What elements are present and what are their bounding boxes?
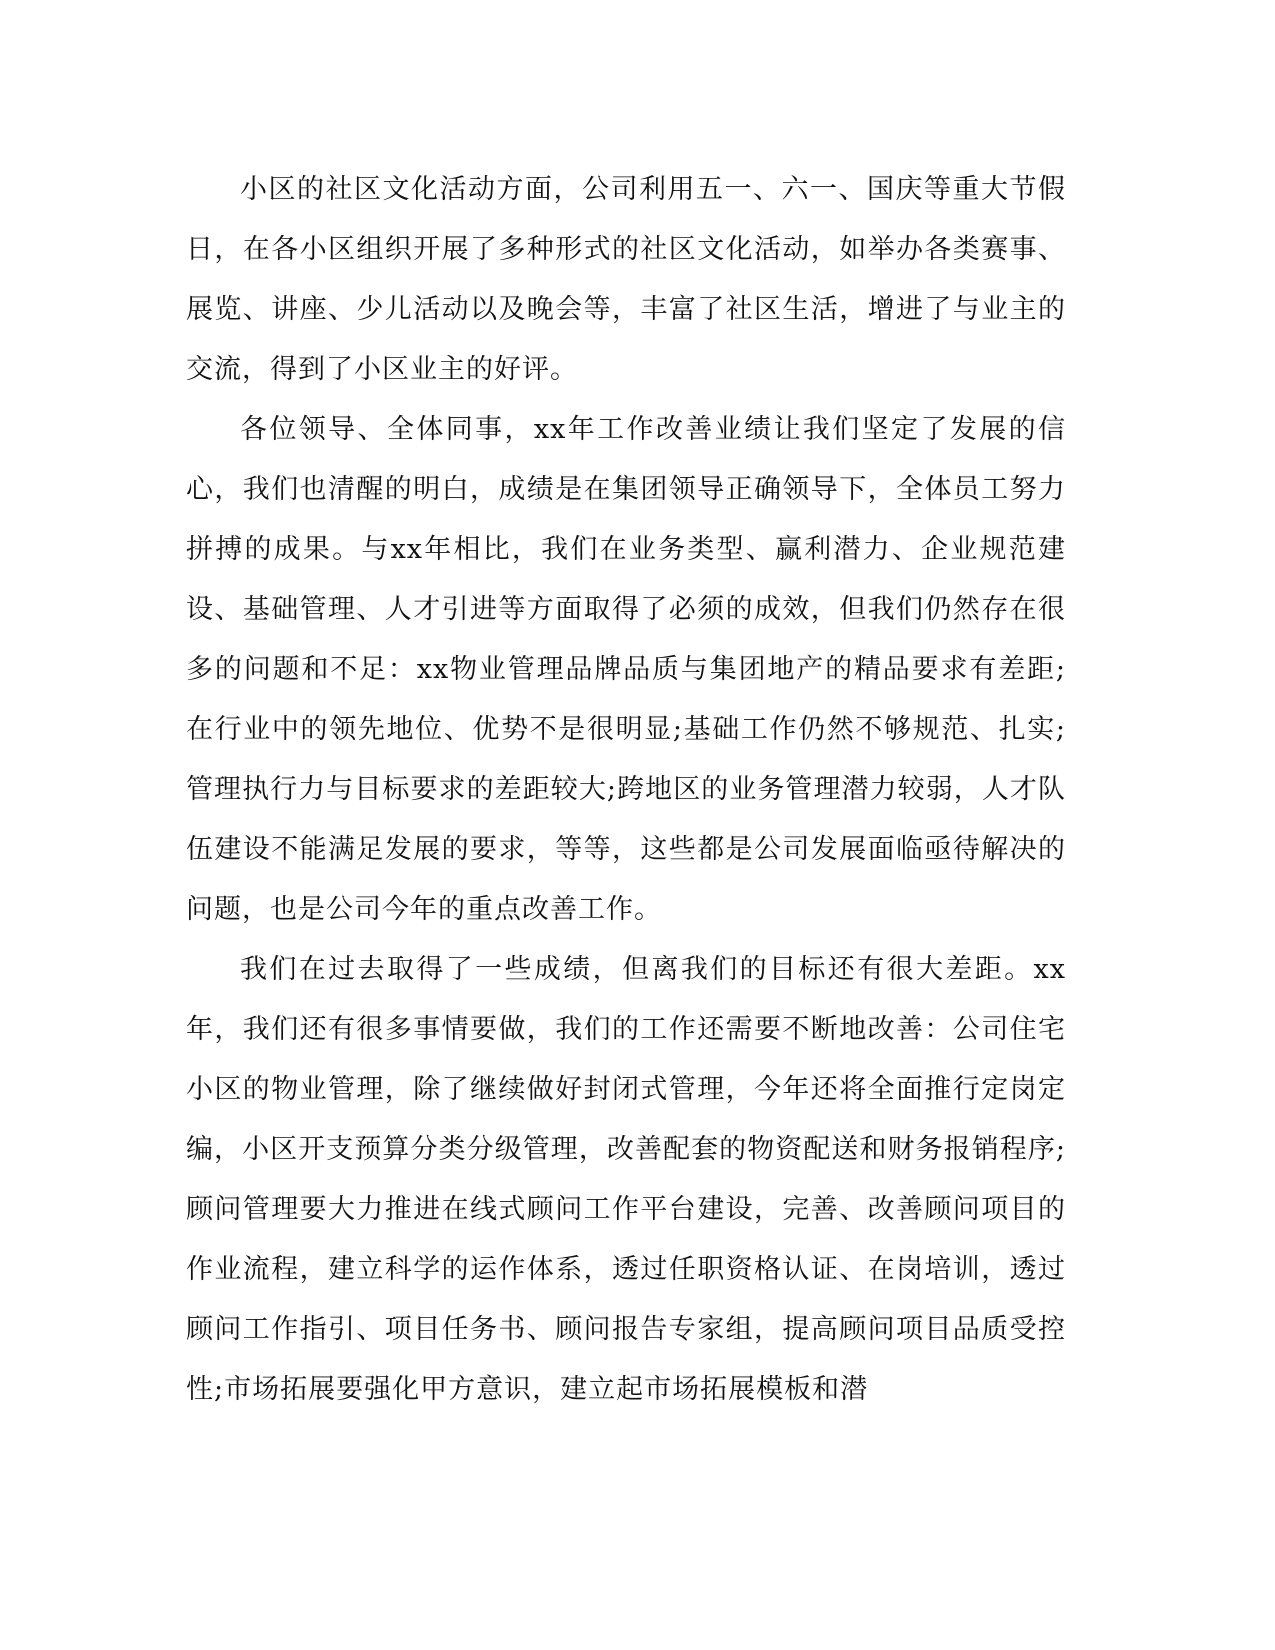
document-body xyxy=(186,160,1066,1420)
paragraph-community-activities: 小区的社区文化活动方面，公司利用五一、六一、国庆等重大节假日，在各小区组织开展了多种形式的社区文化活动，如举办各类赛事、展览、讲座、少儿活动以及晚会等，丰富了社区生活，增进了与业主的交流，得到了小区业主的好评。 xyxy=(186,174,1066,385)
paragraph-achievements-and-problems: 各位领导、全体同事，xx年工作改善业绩让我们坚定了发展的信心，我们也清醒的明白，成绩是在集团领导正确领导下，全体员工努力拼搏的成果。与xx年相比，我们在业务类型、赢利潜力、企业规范建设、基础管理、人才引进等方面取得了必须的成效，但我们仍然存在很多的问题和不足：xx物业管理品牌品质与集团地产的精品要求有差距;在行业中的领先地位、优势不是很明显;基础工作仍然不够规范、扎实;管理执行力与目标要求的差距较大;跨地区的业务管理潜力较弱，人才队伍建设不能满足发展的要求，等等，这些都是公司发展面临亟待解决的问题，也是公司今年的重点改善工作。 xyxy=(186,414,1066,925)
paragraph-future-work: 我们在过去取得了一些成绩，但离我们的目标还有很大差距。xx年，我们还有很多事情要做，我们的工作还需要不断地改善：公司住宅小区的物业管理，除了继续做好封闭式管理，今年还将全面推行定岗定编，小区开支预算分类分级管理，改善配套的物资配送和财务报销程序;顾问管理要大力推进在线式顾问工作平台建设，完善、改善顾问项目的作业流程，建立科学的运作体系，透过任职资格认证、在岗培训，透过顾问工作指引、项目任务书、顾问报告专家组，提高顾问项目品质受控性;市场拓展要强化甲方意识，建立起市场拓展模板和潜 xyxy=(186,954,1066,1405)
